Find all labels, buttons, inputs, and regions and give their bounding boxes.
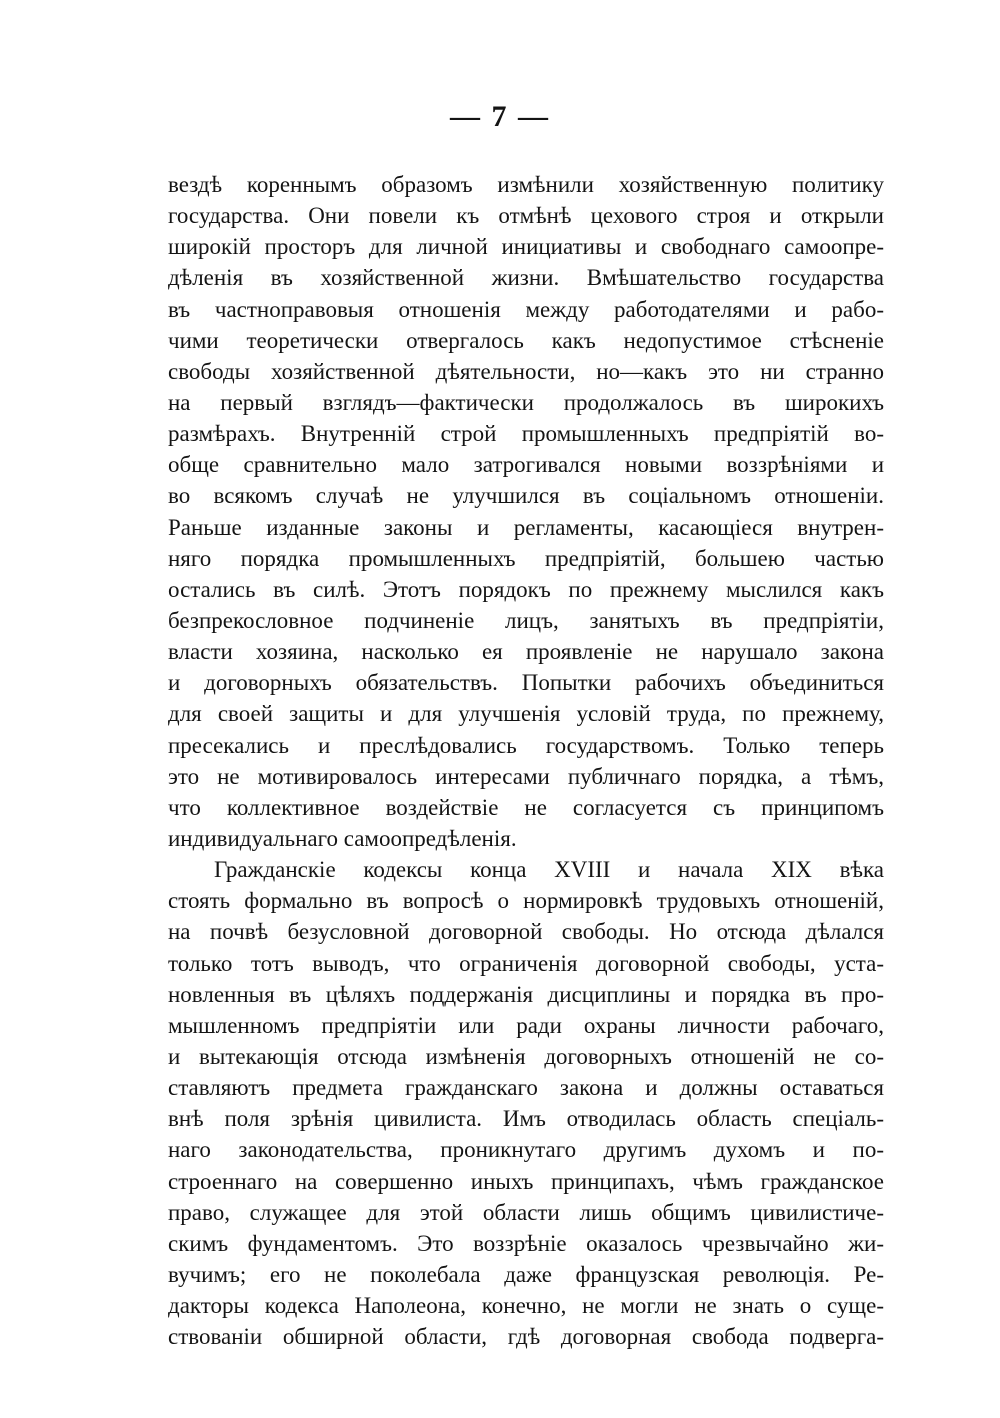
text-line: дакторы кодекса Наполеона, конечно, не могли не знать о суще- [168,1293,884,1319]
text-line: только тотъ выводъ, что ограниченія договорной свободы, уста- [168,950,884,976]
text-line: новленныя въ цѣляхъ поддержанія дисциплины и порядка въ про- [168,981,884,1007]
text-line: пресекались и преслѣдовались государствомъ. Только теперь [168,732,884,758]
text-line: это не мотивировалось интересами публичнаго порядка, а тѣмъ, [168,763,884,789]
text-line: право, служащее для этой области лишь общимъ цивилистиче- [168,1199,884,1225]
text-line: на первый взглядъ—фактически продолжалось въ широкихъ [168,389,884,415]
text-line: государства. Они повели къ отмѣнѣ цехового строя и открыли [168,203,884,229]
text-line: вездѣ кореннымъ образомъ измѣнили хозяйственную политику [168,172,884,197]
text-line: обще сравнительно мало затрогивался новыми воззрѣніями и [168,452,884,478]
text-line: вучимъ; его не поколебала даже французская революція. Ре- [168,1261,884,1287]
text-line: строеннаго на совершенно иныхъ принципахъ, чѣмъ гражданское [168,1168,884,1194]
text-line: наго законодательства, проникнутаго другимъ духомъ и по- [168,1137,884,1163]
text-line: стоять формально въ вопросѣ о нормировкѣ трудовыхъ отношеній, [168,888,884,914]
text-line: размѣрахъ. Внутренній строй промышленныхъ предпріятій во- [168,421,884,447]
text-line: ставляютъ предмета гражданскаго закона и должны оставаться [168,1075,884,1101]
text-line: мышленномъ предпріятіи или ради охраны личности рабочаго, [168,1012,884,1038]
text-line: и вытекающія отсюда измѣненія договорныхъ отношеній не со- [168,1043,884,1069]
text-line: что коллективное воздействіе не согласуется съ принципомъ [168,794,884,820]
text-line: остались въ силѣ. Этотъ порядокъ по прежнему мыслился какъ [168,576,884,602]
text-line: свободы хозяйственной дѣятельности, но—какъ это ни странно [168,358,884,384]
text-line: Раньше изданные законы и регламенты, касающіеся внутрен- [168,514,884,540]
text-line: дѣленія въ хозяйственной жизни. Вмѣшательство государства [168,265,884,291]
paragraph-start-line: Гражданскіе кодексы конца XVIII и начала XIX вѣка [214,857,884,883]
text-line: скимъ фундаментомъ. Это воззрѣніе оказалось чрезвычайно жи- [168,1230,884,1256]
text-line: безпрекословное подчиненіе лицъ, занятыхъ въ предпріятіи, [168,607,884,633]
text-line: на почвѣ безусловной договорной свободы. Но отсюда дѣлался [168,919,884,945]
text-line: и договорныхъ обязательствъ. Попытки рабочихъ объединиться [168,670,884,696]
text-line: въ частноправовыя отношенія между работодателями и рабо- [168,296,884,322]
page-number: — 7 — [450,100,550,133]
paragraph-end-line: индивидуальнаго самоопредѣленія. [168,825,517,851]
body-text [168,169,884,1352]
text-line: няго порядка промышленныхъ предпріятій, большею частью [168,545,884,571]
text-line: во всякомъ случаѣ не улучшился въ соціальномъ отношеніи. [168,483,884,509]
text-line: внѣ поля зрѣнія цивилиста. Имъ отводилась область спеціаль- [168,1106,884,1132]
text-line: для своей защиты и для улучшенія условій труда, по прежнему, [168,701,884,727]
text-line: власти хозяина, насколько ея проявленіе не нарушало закона [168,639,884,665]
text-line: ствованіи обширной области, гдѣ договорная свобода подверга- [168,1324,884,1350]
text-line: чими теоретически отвергалось какъ недопустимое стѣсненіе [168,327,884,353]
text-line: широкій просторъ для личной инициативы и свободнаго самоопре- [168,234,884,260]
